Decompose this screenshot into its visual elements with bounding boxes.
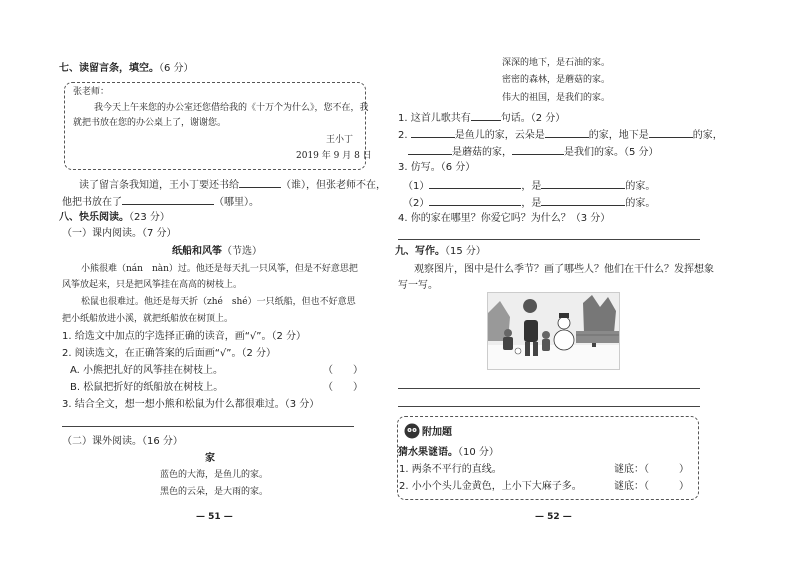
q9-title <box>395 246 486 258</box>
bonus-badge-icon <box>404 423 420 439</box>
poem-line-2: 黑色的云朵，是大雨的家。 <box>160 487 269 497</box>
riddle-1-answer[interactable]: 谜底：（ ） <box>614 464 689 475</box>
rq1-text-b: 句话。（2 分） <box>500 113 566 124</box>
q8-title <box>59 212 170 224</box>
passage1-line-2: 风筝放起来，只是把风筝挂在高高的树枝上。 <box>62 280 243 290</box>
q9-score: （15 分） <box>445 246 486 257</box>
right-question-4: 4. 你的家在哪里？你爱它吗？为什么？（3 分） <box>398 213 611 224</box>
option-b-answer-box[interactable]: （ ） <box>323 382 363 393</box>
q7-fill-text-b: （谁），但张老师不在， <box>281 180 386 191</box>
part1-title: （一）课内阅读。（7 分） <box>62 228 177 239</box>
note-date: 2019 年 9 月 8 日 <box>296 151 372 161</box>
answer-blank[interactable] <box>429 196 521 206</box>
option-b: B. 松鼠把折好的纸船放在树枝上。 <box>70 382 224 393</box>
answer-blank[interactable] <box>649 128 693 138</box>
rq2-text-b: 是鱼儿的家，云朵是 <box>454 130 545 141</box>
answer-line[interactable] <box>398 406 700 407</box>
rq2-text-a: 2. <box>398 130 408 141</box>
right-question-1 <box>398 111 565 125</box>
q9-instruction-line-1: 观察图片，图中是什么季节？画了哪些人？他们在干什么？发挥想象 <box>414 264 714 275</box>
q8-score: （23 分） <box>129 212 170 223</box>
answer-blank[interactable] <box>471 111 501 121</box>
passage1-subtitle: （节选） <box>222 246 262 257</box>
answer-blank[interactable] <box>122 195 214 205</box>
rq2-text-f: 是我们的家。（5 分） <box>564 147 659 158</box>
q7-fill-line-1 <box>79 178 386 192</box>
question-2: 2. 阅读选文，在正确答案的后面画“√”。（2 分） <box>62 348 276 359</box>
note-signature: 王小丁 <box>326 135 354 145</box>
rq2-text-e: 是蘑菇的家， <box>452 147 512 158</box>
page-number-left: — 51 — <box>196 512 233 522</box>
riddle-2: 2. 小小个头儿金黄色，上小下大麻子多。 <box>399 481 582 492</box>
q7-fill-line-2 <box>62 195 259 209</box>
imitation-end-2: 的家。 <box>625 198 656 209</box>
answer-blank[interactable] <box>239 178 281 188</box>
q9-title-text: 九、写作。 <box>395 246 445 257</box>
riddle-2-answer[interactable]: 谜底：（ ） <box>614 481 689 492</box>
option-a: A. 小熊把扎好的风筝挂在树枝上。 <box>70 365 224 376</box>
winter-scene-illustration <box>488 293 619 369</box>
note-line-1: 我今天上午来您的办公室还您借给我的《十万个为什么》，您不在，我 <box>94 103 369 113</box>
passage1-line-3: 松鼠也很难过。他还是每天折（zhé shé）一只纸船，但也不好意思 <box>81 297 356 307</box>
note-salutation: 张老师： <box>73 87 110 97</box>
page-number-right: — 52 — <box>535 512 572 522</box>
winter-scene-image <box>487 292 620 370</box>
part2-title: （二）课外阅读。（16 分） <box>62 436 183 447</box>
imitation-number-2: （2） <box>403 198 430 209</box>
answer-line[interactable] <box>62 426 354 427</box>
passage1-line-4: 把小纸船放进小溪，就把纸船放在树顶上。 <box>62 314 234 324</box>
answer-blank[interactable] <box>429 179 521 189</box>
question-1: 1. 给选文中加点的字选择正确的读音，画“√”。（2 分） <box>62 331 306 342</box>
q7-title-text: 七、读留言条，填空。 <box>59 63 159 74</box>
q8-title-text: 八、快乐阅读。 <box>59 212 129 223</box>
imitation-mid-2: ，是 <box>521 198 542 209</box>
poem-line-5: 伟大的祖国，是我们的家。 <box>502 93 611 103</box>
poem-line-1: 蓝色的大海，是鱼儿的家。 <box>160 470 269 480</box>
rq2-text-d: 的家， <box>692 130 723 141</box>
imitation-number-1: （1） <box>403 181 430 192</box>
q7-title <box>59 63 194 75</box>
poem-line-4: 密密的森林，是蘑菇的家。 <box>502 75 611 85</box>
answer-line[interactable] <box>398 388 700 389</box>
q9-instruction-line-2: 写一写。 <box>398 280 438 291</box>
q7-score: （6 分） <box>159 63 194 74</box>
answer-blank[interactable] <box>541 179 625 189</box>
rq1-text-a: 1. 这首儿歌共有 <box>398 113 471 124</box>
answer-blank[interactable] <box>411 128 455 138</box>
q7-fill-text-c: 他把书放在了 <box>62 197 122 208</box>
bonus-title <box>398 447 499 459</box>
passage1-title-text: 纸船和风筝 <box>172 246 222 257</box>
question-3: 3. 结合全文，想一想小熊和松鼠为什么都很难过。（3 分） <box>62 399 320 410</box>
owl-badge-icon <box>404 423 420 439</box>
right-question-3: 3. 仿写。（6 分） <box>398 162 476 173</box>
passage1-title <box>172 246 262 258</box>
option-a-answer-box[interactable]: （ ） <box>323 365 363 376</box>
imitation-line-2 <box>403 196 655 210</box>
q7-fill-text-d: （哪里）。 <box>214 197 259 208</box>
answer-blank[interactable] <box>541 196 625 206</box>
poem-line-3: 深深的地下，是石油的家。 <box>502 58 611 68</box>
right-question-2-line-1 <box>398 128 723 142</box>
bonus-label: 附加题 <box>422 427 452 438</box>
right-question-2-line-2 <box>408 145 659 159</box>
poem-title: 家 <box>205 453 215 464</box>
imitation-mid-1: ，是 <box>521 181 542 192</box>
imitation-end-1: 的家。 <box>625 181 656 192</box>
q7-fill-text-a: 读了留言条我知道，王小丁要还书给 <box>79 180 239 191</box>
imitation-line-1 <box>403 179 655 193</box>
answer-blank[interactable] <box>545 128 589 138</box>
bonus-score: （10 分） <box>458 447 499 458</box>
passage1-line-1: 小熊很难（nán nàn）过。他还是每天扎一只风筝，但是不好意思把 <box>81 264 358 274</box>
note-line-2: 就把书放在您的办公桌上了，谢谢您。 <box>73 118 227 128</box>
answer-line[interactable] <box>398 239 700 240</box>
bonus-title-text: 猜水果谜语。 <box>398 447 458 458</box>
answer-blank[interactable] <box>512 145 564 155</box>
riddle-1: 1. 两条不平行的直线。 <box>399 464 502 475</box>
rq2-text-c: 的家，地下是 <box>588 130 649 141</box>
answer-blank[interactable] <box>408 145 452 155</box>
